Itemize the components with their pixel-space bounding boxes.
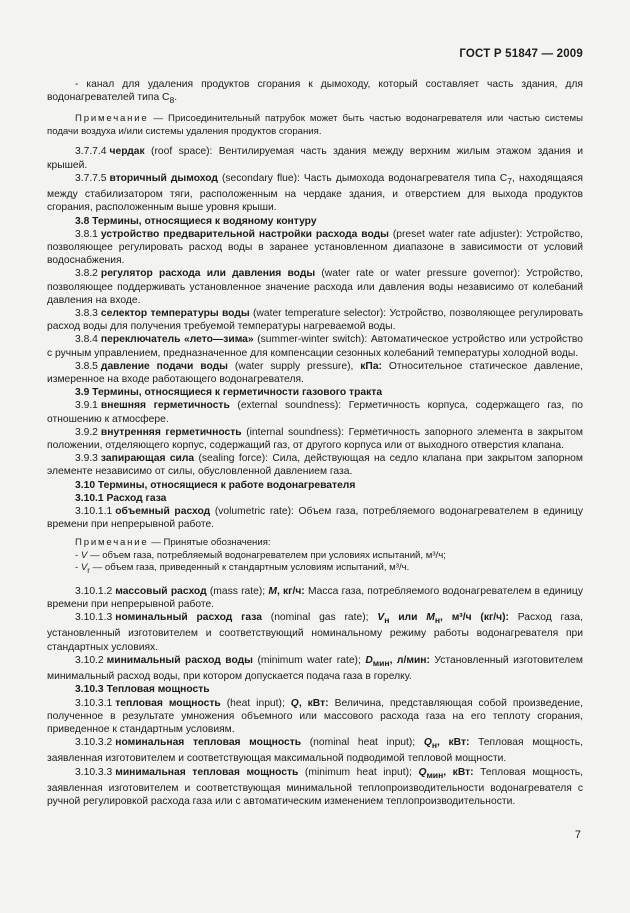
paragraph-flue-channel: - канал для удаления продуктов сгорания к дымоходу, который составляет часть здания, для водонагревателей типа $C_8$.	[47, 79, 583, 106]
note-connection: Примечание — Присоединительный патрубок может быть частью водонагревателя или частью системы подачи воздуха и/или системы удаления продуктов сгорания.	[47, 113, 583, 137]
term-3-9-2: 3.9.2 внутренняя герметичность (internal soundness): Герметичность запорного элемента в закрытом положении, отделяющего корпус, содержащий газ, от другого корпуса или от выходного отверстия клапана.	[47, 426, 583, 451]
term-3-7-7-4: 3.7.7.4 чердак (roof space): Вентилируемая часть здания между верхним жилым этажом здания и крышей.	[47, 146, 583, 171]
section-heading-3-8: 3.8 Термины, относящиеся к водяному контуру	[75, 215, 317, 227]
note-symbols-line-2: - $V_r$ — объем газа, приведенный к стандартным условиям испытаний, м³/ч.	[75, 562, 410, 576]
term-3-10-3-3: 3.10.3.3 минимальная тепловая мощность (minimum heat input); $Q_{мин}$, кВт: Тепловая мощность, заявленная изготовителем и соответствующая минимальной теплопроизводительности водонагревателя с ручной регулировкой расхода газа или с автоматическим изменением теплопроизводительности.	[47, 766, 584, 808]
term-3-10-1-3: 3.10.1.3 номинальный расход газа (nominal gas rate); $V_н$ или $M_н$, м³/ч (кг/ч): Расход газа, установленный изготовителем и соответствующий номинальному режиму работы водонагревателя при стандартных условиях.	[47, 612, 583, 653]
term-3-10-2: 3.10.2 минимальный расход воды (minimum water rate); $D_{мин}$, л/мин: Установленный изготовителем минимальный расход воды, при котором допускается подача газа в горелку.	[47, 654, 583, 683]
term-3-10-3-1: 3.10.3.1 тепловая мощность (heat input); Q, кВт: Величина, представляющая собой произведение, полученное в результате умножения объемного или массового расхода газа на его теплоту сгорания, приведенное к стандартным условиям.	[47, 697, 584, 735]
note-label: Примечание	[75, 113, 149, 125]
term-3-7-7-5: 3.7.7.5 вторичный дымоход (secondary flue): Часть дымохода водонагревателя типа $C_7$, находящаяся между стабилизатором тяги, расположенным на чердаке здания, и отверстием для выхода продуктов сгорания, расположенным выше уровня крыши.	[47, 172, 583, 214]
section-heading-3-10-1: 3.10.1 Расход газа	[75, 492, 167, 504]
term-3-8-1: 3.8.1 устройство предварительной настройки расхода воды (preset water rate adjuster): Устройство, позволяющее регулировать расход воды в заранее установленном диапазоне в зависимости от условий водоснабжения.	[47, 228, 583, 267]
term-3-10-3-2: 3.10.3.2 номинальная тепловая мощность (nominal heat input); $Q_н$, кВт: Тепловая мощность, заявленная изготовителем и соответствующая максимальной подводимой тепловой мощности.	[47, 737, 584, 765]
term-3-9-1: 3.9.1 внешняя герметичность (external soundness): Герметичность корпуса, содержащего газ, по отношению к атмосфере.	[47, 400, 583, 425]
term-3-8-5: 3.8.5 давление подачи воды (water supply pressure), кПа: Относительное статическое давление, измеренное на входе работающего водонагревателя.	[47, 360, 583, 385]
section-heading-3-9: 3.9 Термины, относящиеся к герметичности газового тракта	[75, 387, 383, 399]
note-symbols-title: Примечание — Принятые обозначения:	[75, 537, 271, 549]
section-heading-3-10: 3.10 Термины, относящиеся к работе водонагревателя	[75, 479, 356, 491]
term-3-10-1-2: 3.10.1.2 массовый расход (mass rate); M, кг/ч: Масса газа, потребляемого водонагревателем в единицу времени при непрерывной работе.	[47, 585, 583, 610]
document-body	[47, 78, 583, 808]
note-symbols	[47, 537, 583, 577]
term-3-9-3: 3.9.3 запирающая сила (sealing force): Сила, действующая на седло клапана при закрытом запорном элементе независимо от силы, обусловленной давлением газа.	[47, 453, 583, 478]
term-3-8-4: 3.8.4 переключатель «лето—зима» (summer-winter switch): Автоматическое устройство или устройство с ручным управлением, предназначенное для компенсации сезонных колебаний температуры холодной воды.	[47, 334, 584, 359]
page-number: 7	[574, 829, 581, 841]
term-3-8-3: 3.8.3 селектор температуры воды (water temperature selector): Устройство, позволяющее регулировать расход воды для получения требуемой температуры нагреваемой воды.	[47, 307, 583, 333]
term-3-10-1-1: 3.10.1.1 объемный расход (volumetric rate): Объем газа, потребляемого водонагревателем в единицу времени при непрерывной работе.	[47, 505, 583, 531]
note-symbols-line-1: - V — объем газа, потребляемый водонагревателем при условиях испытаний, м³/ч;	[75, 549, 446, 561]
document-header: ГОСТ Р 51847 — 2009	[459, 48, 583, 60]
section-heading-3-10-3: 3.10.3 Тепловая мощность	[75, 684, 210, 696]
term-3-8-2: 3.8.2 регулятор расхода или давления воды (water rate or water pressure governor): Устройство, позволяющее поддерживать установленное значение расхода или давления воды независимо от колебаний давления на входе.	[47, 268, 583, 306]
